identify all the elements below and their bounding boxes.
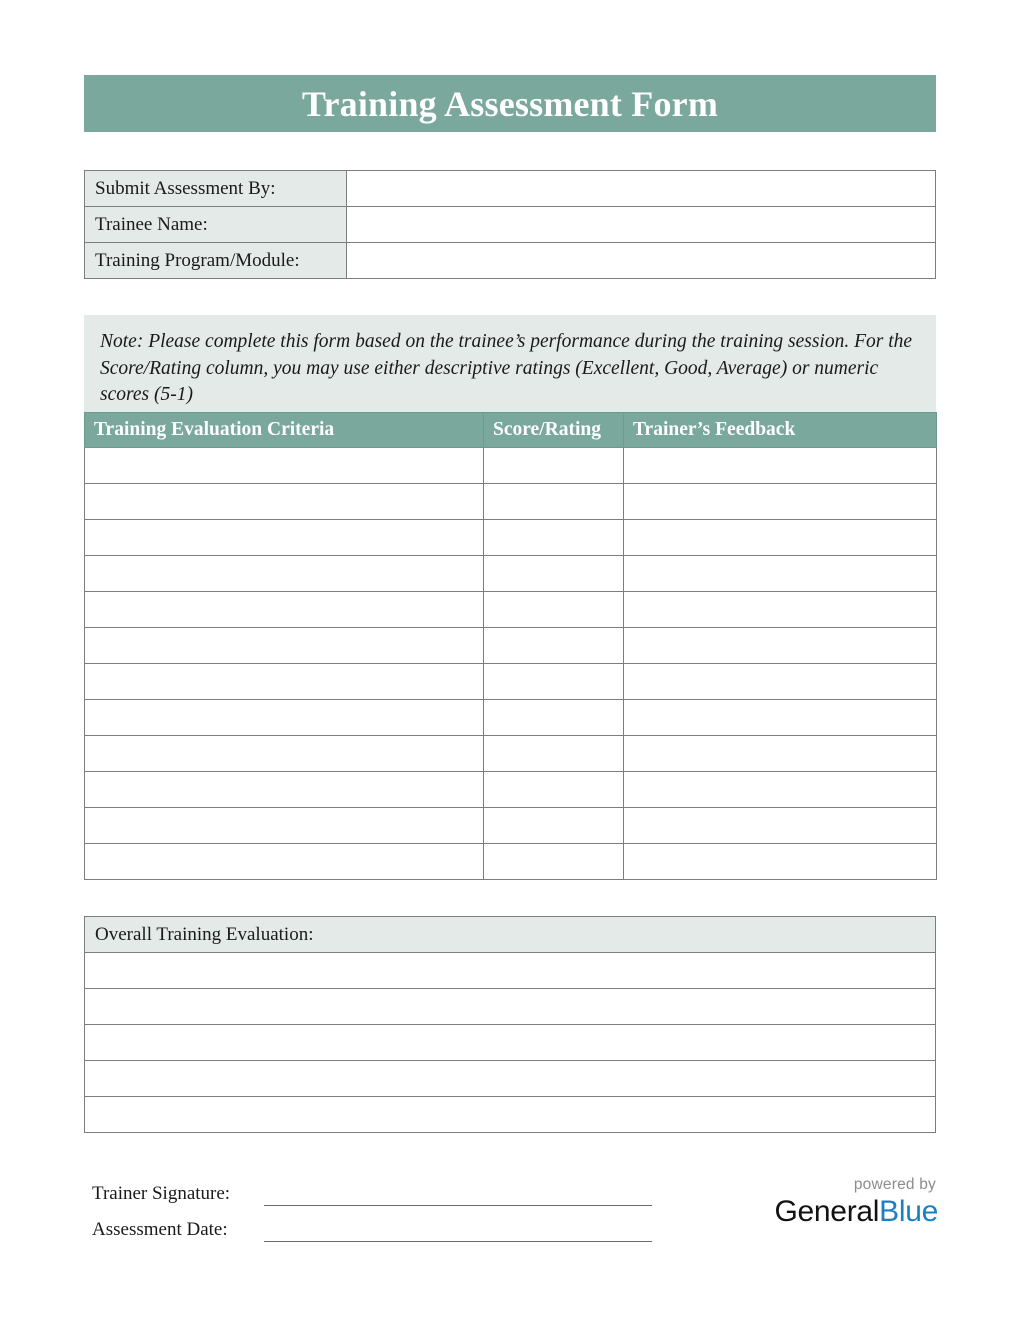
- table-row: [85, 484, 937, 520]
- criteria-cell[interactable]: [85, 736, 484, 772]
- table-row: [85, 844, 937, 880]
- score-cell[interactable]: [484, 736, 624, 772]
- table-row: [85, 1061, 936, 1097]
- overall-evaluation-input[interactable]: [85, 1097, 936, 1133]
- generalblue-logo: [773, 1175, 938, 1229]
- score-cell[interactable]: [484, 448, 624, 484]
- table-row: [85, 953, 936, 989]
- criteria-cell[interactable]: [85, 664, 484, 700]
- table-row: [85, 808, 937, 844]
- feedback-cell[interactable]: [624, 664, 937, 700]
- column-header-trainer-feedback: Trainer’s Feedback: [624, 413, 937, 448]
- evaluation-criteria-header: [85, 413, 937, 448]
- overall-evaluation-table: [84, 916, 936, 1133]
- training-program-label: Training Program/Module:: [85, 243, 347, 279]
- table-row: [85, 628, 937, 664]
- criteria-cell[interactable]: [85, 556, 484, 592]
- feedback-cell[interactable]: [624, 448, 937, 484]
- feedback-cell[interactable]: [624, 736, 937, 772]
- powered-by-label: powered by: [853, 1176, 936, 1193]
- submit-assessment-by-label: Submit Assessment By:: [85, 171, 347, 207]
- assessment-date-row: [92, 1208, 652, 1244]
- evaluation-criteria-body: [85, 448, 937, 880]
- table-row: [85, 700, 937, 736]
- feedback-cell[interactable]: [624, 700, 937, 736]
- feedback-cell[interactable]: [624, 844, 937, 880]
- overall-evaluation-body: [85, 917, 936, 1133]
- table-row: [85, 736, 937, 772]
- table-row: [85, 520, 937, 556]
- feedback-cell[interactable]: [624, 628, 937, 664]
- feedback-cell[interactable]: [624, 808, 937, 844]
- column-header-score-rating: Score/Rating: [484, 413, 624, 448]
- training-program-input[interactable]: [347, 243, 936, 279]
- overall-evaluation-input[interactable]: [85, 953, 936, 989]
- table-row: [85, 243, 936, 279]
- overall-evaluation-label: Overall Training Evaluation:: [85, 917, 936, 953]
- brand-name-blue: Blue: [879, 1195, 938, 1228]
- table-row: [85, 207, 936, 243]
- criteria-cell[interactable]: [85, 448, 484, 484]
- criteria-cell[interactable]: [85, 592, 484, 628]
- overall-evaluation-input[interactable]: [85, 989, 936, 1025]
- criteria-cell[interactable]: [85, 520, 484, 556]
- feedback-cell[interactable]: [624, 772, 937, 808]
- submit-assessment-by-input[interactable]: [347, 171, 936, 207]
- criteria-cell[interactable]: [85, 628, 484, 664]
- feedback-cell[interactable]: [624, 520, 937, 556]
- page-title-banner: [84, 75, 936, 132]
- table-row: [85, 556, 937, 592]
- brand-name: [773, 1195, 938, 1229]
- criteria-cell[interactable]: [85, 808, 484, 844]
- feedback-cell[interactable]: [624, 556, 937, 592]
- table-row: [85, 664, 937, 700]
- column-header-criteria: Training Evaluation Criteria: [85, 413, 484, 448]
- score-cell[interactable]: [484, 484, 624, 520]
- assessment-date-input[interactable]: [264, 1216, 652, 1242]
- table-row: [85, 989, 936, 1025]
- criteria-cell[interactable]: [85, 772, 484, 808]
- score-cell[interactable]: [484, 772, 624, 808]
- table-row: [85, 1097, 936, 1133]
- trainer-signature-label: Trainer Signature:: [92, 1183, 231, 1204]
- instructions-note-text: Note: Please complete this form based on the trainee’s performance during the training session. For the Score/Rating column, you may use either descriptive ratings (Excellent, Good, Average) or numeric scores (5-1): [100, 331, 913, 405]
- trainee-name-label: Trainee Name:: [85, 207, 347, 243]
- table-row: [85, 448, 937, 484]
- criteria-cell[interactable]: [85, 484, 484, 520]
- signature-section: [92, 1172, 652, 1244]
- table-row: [85, 1025, 936, 1061]
- submission-info-body: [85, 171, 936, 279]
- overall-evaluation-input[interactable]: [85, 1025, 936, 1061]
- score-cell[interactable]: [484, 664, 624, 700]
- score-cell[interactable]: [484, 628, 624, 664]
- feedback-cell[interactable]: [624, 484, 937, 520]
- criteria-cell[interactable]: [85, 844, 484, 880]
- criteria-cell[interactable]: [85, 700, 484, 736]
- table-row: [85, 917, 936, 953]
- score-cell[interactable]: [484, 520, 624, 556]
- page-title: Training Assessment Form: [301, 83, 719, 124]
- table-header-row: [85, 413, 937, 448]
- table-row: [85, 171, 936, 207]
- score-cell[interactable]: [484, 808, 624, 844]
- assessment-date-label: Assessment Date:: [92, 1219, 228, 1240]
- trainee-name-input[interactable]: [347, 207, 936, 243]
- table-row: [85, 772, 937, 808]
- overall-evaluation-input[interactable]: [85, 1061, 936, 1097]
- score-cell[interactable]: [484, 700, 624, 736]
- instructions-note-box: [84, 315, 936, 412]
- trainer-signature-row: [92, 1172, 652, 1208]
- feedback-cell[interactable]: [624, 592, 937, 628]
- score-cell[interactable]: [484, 556, 624, 592]
- trainer-signature-input[interactable]: [264, 1180, 652, 1206]
- submission-info-table: [84, 170, 936, 279]
- brand-name-general: General: [774, 1195, 880, 1228]
- evaluation-criteria-table: [84, 412, 937, 880]
- score-cell[interactable]: [484, 592, 624, 628]
- score-cell[interactable]: [484, 844, 624, 880]
- table-row: [85, 592, 937, 628]
